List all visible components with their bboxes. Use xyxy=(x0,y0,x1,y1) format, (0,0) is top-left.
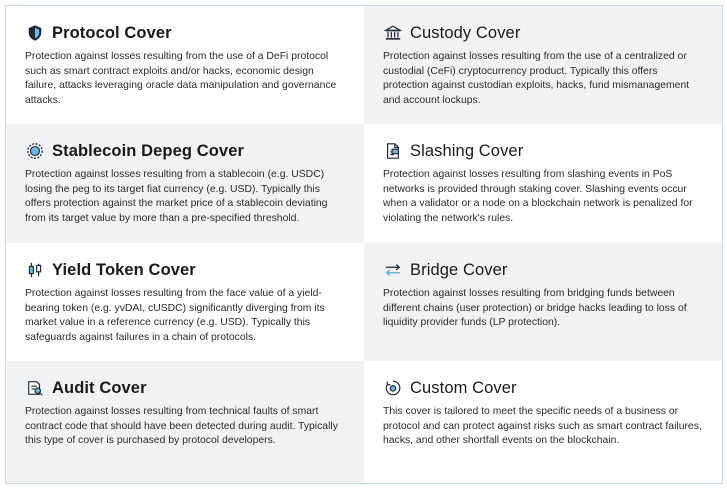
stablecoin-depeg-cover-card xyxy=(6,124,364,243)
bridge-arrows-icon xyxy=(383,260,403,280)
cover-grid xyxy=(6,6,722,483)
card-title: Custody Cover xyxy=(410,23,521,42)
bridge-cover-card xyxy=(364,243,722,361)
card-description: Protection against losses resulting from bridging funds between different chains (user protection) or bridge hacks leading to loss of liquidity provider funds (LP protection). xyxy=(383,288,687,329)
card-title: Custom Cover xyxy=(410,378,517,397)
card-description: Protection against losses resulting from the face value of a yield-bearing token (e.g. yvDAI, cUSDC) significantly diverging from its market value in a reference currency (e.g. USD). Typically this safeguards against failures in a chain of protocols. xyxy=(25,288,325,343)
custody-cover-card xyxy=(364,6,722,124)
depeg-coin-icon xyxy=(25,141,45,161)
card-title: Audit Cover xyxy=(52,378,147,397)
protocol-cover-card xyxy=(6,6,364,124)
document-stack-icon xyxy=(383,141,403,161)
card-title: Protocol Cover xyxy=(52,23,172,42)
audit-cover-card xyxy=(6,361,364,483)
card-description: Protection against losses resulting from slashing events in PoS networks is provided through staking cover. Slashing events occur when a validator or a node on a blockchain network is penalized for violating the network's rules. xyxy=(383,169,693,224)
card-title: Bridge Cover xyxy=(410,260,508,279)
card-title: Stablecoin Depeg Cover xyxy=(52,141,244,160)
card-description: This cover is tailored to meet the specific needs of a business or protocol and can protect against risks such as smart contract failures, hacks, and other shortfall events on the blockchain. xyxy=(383,406,702,447)
card-title: Yield Token Cover xyxy=(52,260,196,279)
card-title: Slashing Cover xyxy=(410,141,524,160)
bank-icon xyxy=(383,23,403,43)
slashing-cover-card xyxy=(364,124,722,243)
yield-token-cover-card xyxy=(6,243,364,361)
card-description: Protection against losses resulting from a stablecoin (e.g. USDC) losing the peg to its target fiat currency (e.g. USD). Typically this offers protection against the market price of a stablecoin deviating from its target value by more than a pre-specified threshold. xyxy=(25,169,328,224)
audit-document-icon xyxy=(25,378,45,398)
card-description: Protection against losses resulting from technical faults of smart contract code that should have been detected during audit. Typically this type of cover is purchased by protocol developers. xyxy=(25,406,338,447)
custom-cover-card xyxy=(364,361,722,483)
cover-types-panel xyxy=(5,5,723,484)
card-description: Protection against losses resulting from the use of a DeFi protocol such as smart contract exploits and/or hacks, economic design failure, attacks leveraging oracle data manipulation and governance attacks. xyxy=(25,51,337,106)
shield-icon xyxy=(25,23,45,43)
custom-gear-icon xyxy=(383,378,403,398)
candlestick-icon xyxy=(25,260,45,280)
card-description: Protection against losses resulting from the use of a centralized or custodial (CeFi) cryptocurrency product. Typically this offers protection against custodian exploits, hacks, fund mismanagement and account lockups. xyxy=(383,51,690,106)
